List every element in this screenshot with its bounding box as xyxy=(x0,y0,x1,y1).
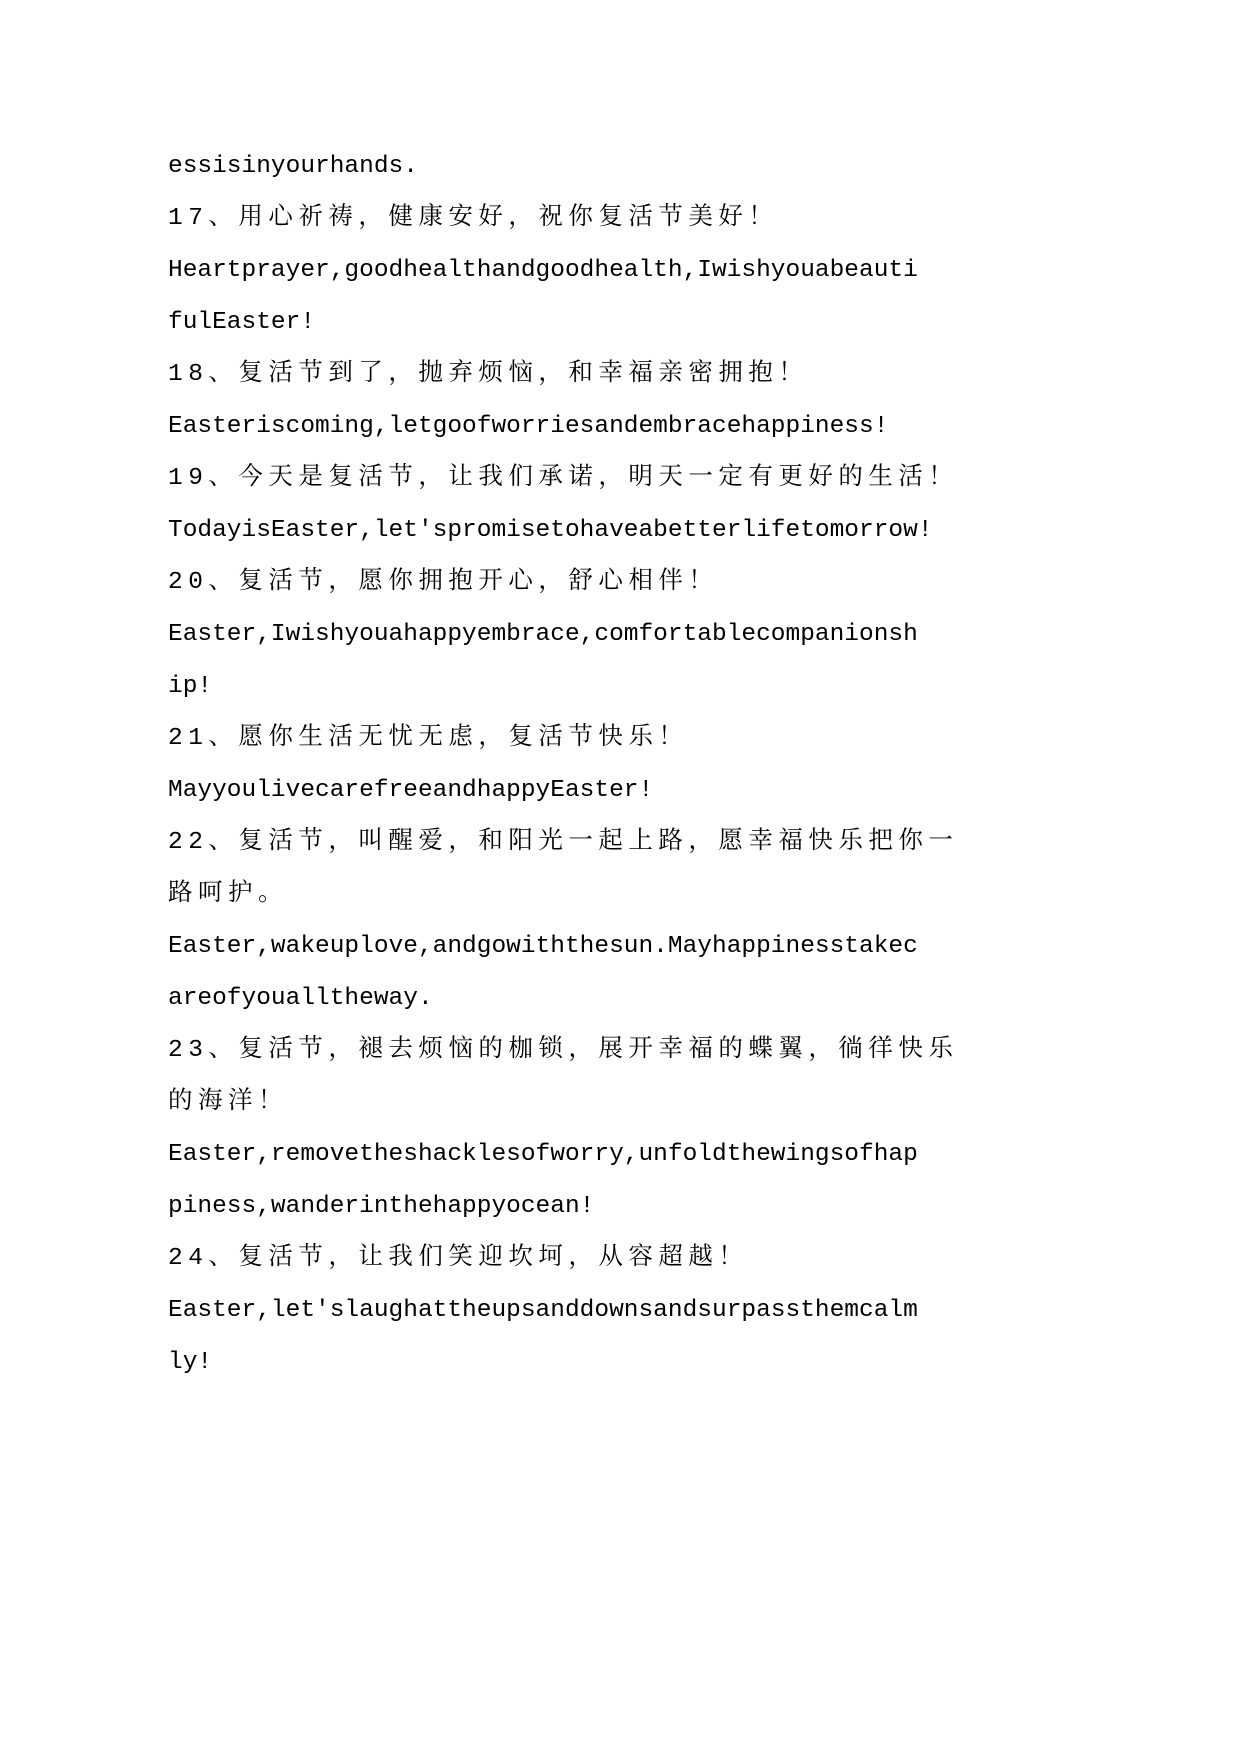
english-line: fulEaster! xyxy=(168,309,316,336)
english-line: ip! xyxy=(168,673,213,700)
wish-item-21 xyxy=(168,713,1068,817)
english-line: essisinyourhands. xyxy=(168,153,418,180)
wish-item-18 xyxy=(168,349,1068,453)
chinese-line: 20、复活节，愿你拥抱开心，舒心相伴！ xyxy=(168,569,719,596)
wish-item-22 xyxy=(168,817,1068,1025)
english-line: piness,wanderinthehappyocean! xyxy=(168,1193,595,1220)
wish-item-20 xyxy=(168,557,1068,713)
chinese-line: 21、愿你生活无忧无虑，复活节快乐！ xyxy=(168,725,689,752)
chinese-line: 17、用心祈祷，健康安好，祝你复活节美好！ xyxy=(168,205,779,232)
chinese-line: 23、复活节，褪去烦恼的枷锁，展开幸福的蝶翼，徜徉快乐 xyxy=(168,1037,959,1064)
english-line: Easteriscoming,letgoofworriesandembracehappiness! xyxy=(168,413,889,440)
chinese-line: 18、复活节到了，抛弃烦恼，和幸福亲密拥抱！ xyxy=(168,361,809,388)
wish-item-19 xyxy=(168,453,1068,557)
chinese-line: 的海洋！ xyxy=(168,1089,288,1116)
english-line: areofyoualltheway. xyxy=(168,985,433,1012)
english-line: Easter,let'slaughattheupsanddownsandsurpassthemcalm xyxy=(168,1297,918,1324)
chinese-line: 24、复活节，让我们笑迎坎坷，从容超越！ xyxy=(168,1245,749,1272)
chinese-line: 19、今天是复活节，让我们承诺，明天一定有更好的生活！ xyxy=(168,465,959,492)
english-line: Easter,Iwishyouahappyembrace,comfortablecompanionsh xyxy=(168,621,918,648)
wish-item-24 xyxy=(168,1233,1068,1389)
english-line: Easter,removetheshacklesofworry,unfoldthewingsofhap xyxy=(168,1141,918,1168)
chinese-line: 22、复活节，叫醒爱，和阳光一起上路，愿幸福快乐把你一 xyxy=(168,829,959,856)
english-line: Easter,wakeuplove,andgowiththesun.Mayhappinesstakec xyxy=(168,933,918,960)
chinese-line: 路呵护。 xyxy=(168,881,288,908)
wish-item-17 xyxy=(168,193,1068,349)
english-line: Heartprayer,goodhealthandgoodhealth,Iwishyouabeauti xyxy=(168,257,918,284)
english-line: MayyoulivecarefreeandhappyEaster! xyxy=(168,777,654,804)
english-line: ly! xyxy=(168,1349,213,1376)
english-line: TodayisEaster,let'spromisetohaveabetterlifetomorrow! xyxy=(168,517,933,544)
document-body xyxy=(168,141,1068,1389)
wish-item-23 xyxy=(168,1025,1068,1233)
continuation-paragraph xyxy=(168,141,1068,193)
